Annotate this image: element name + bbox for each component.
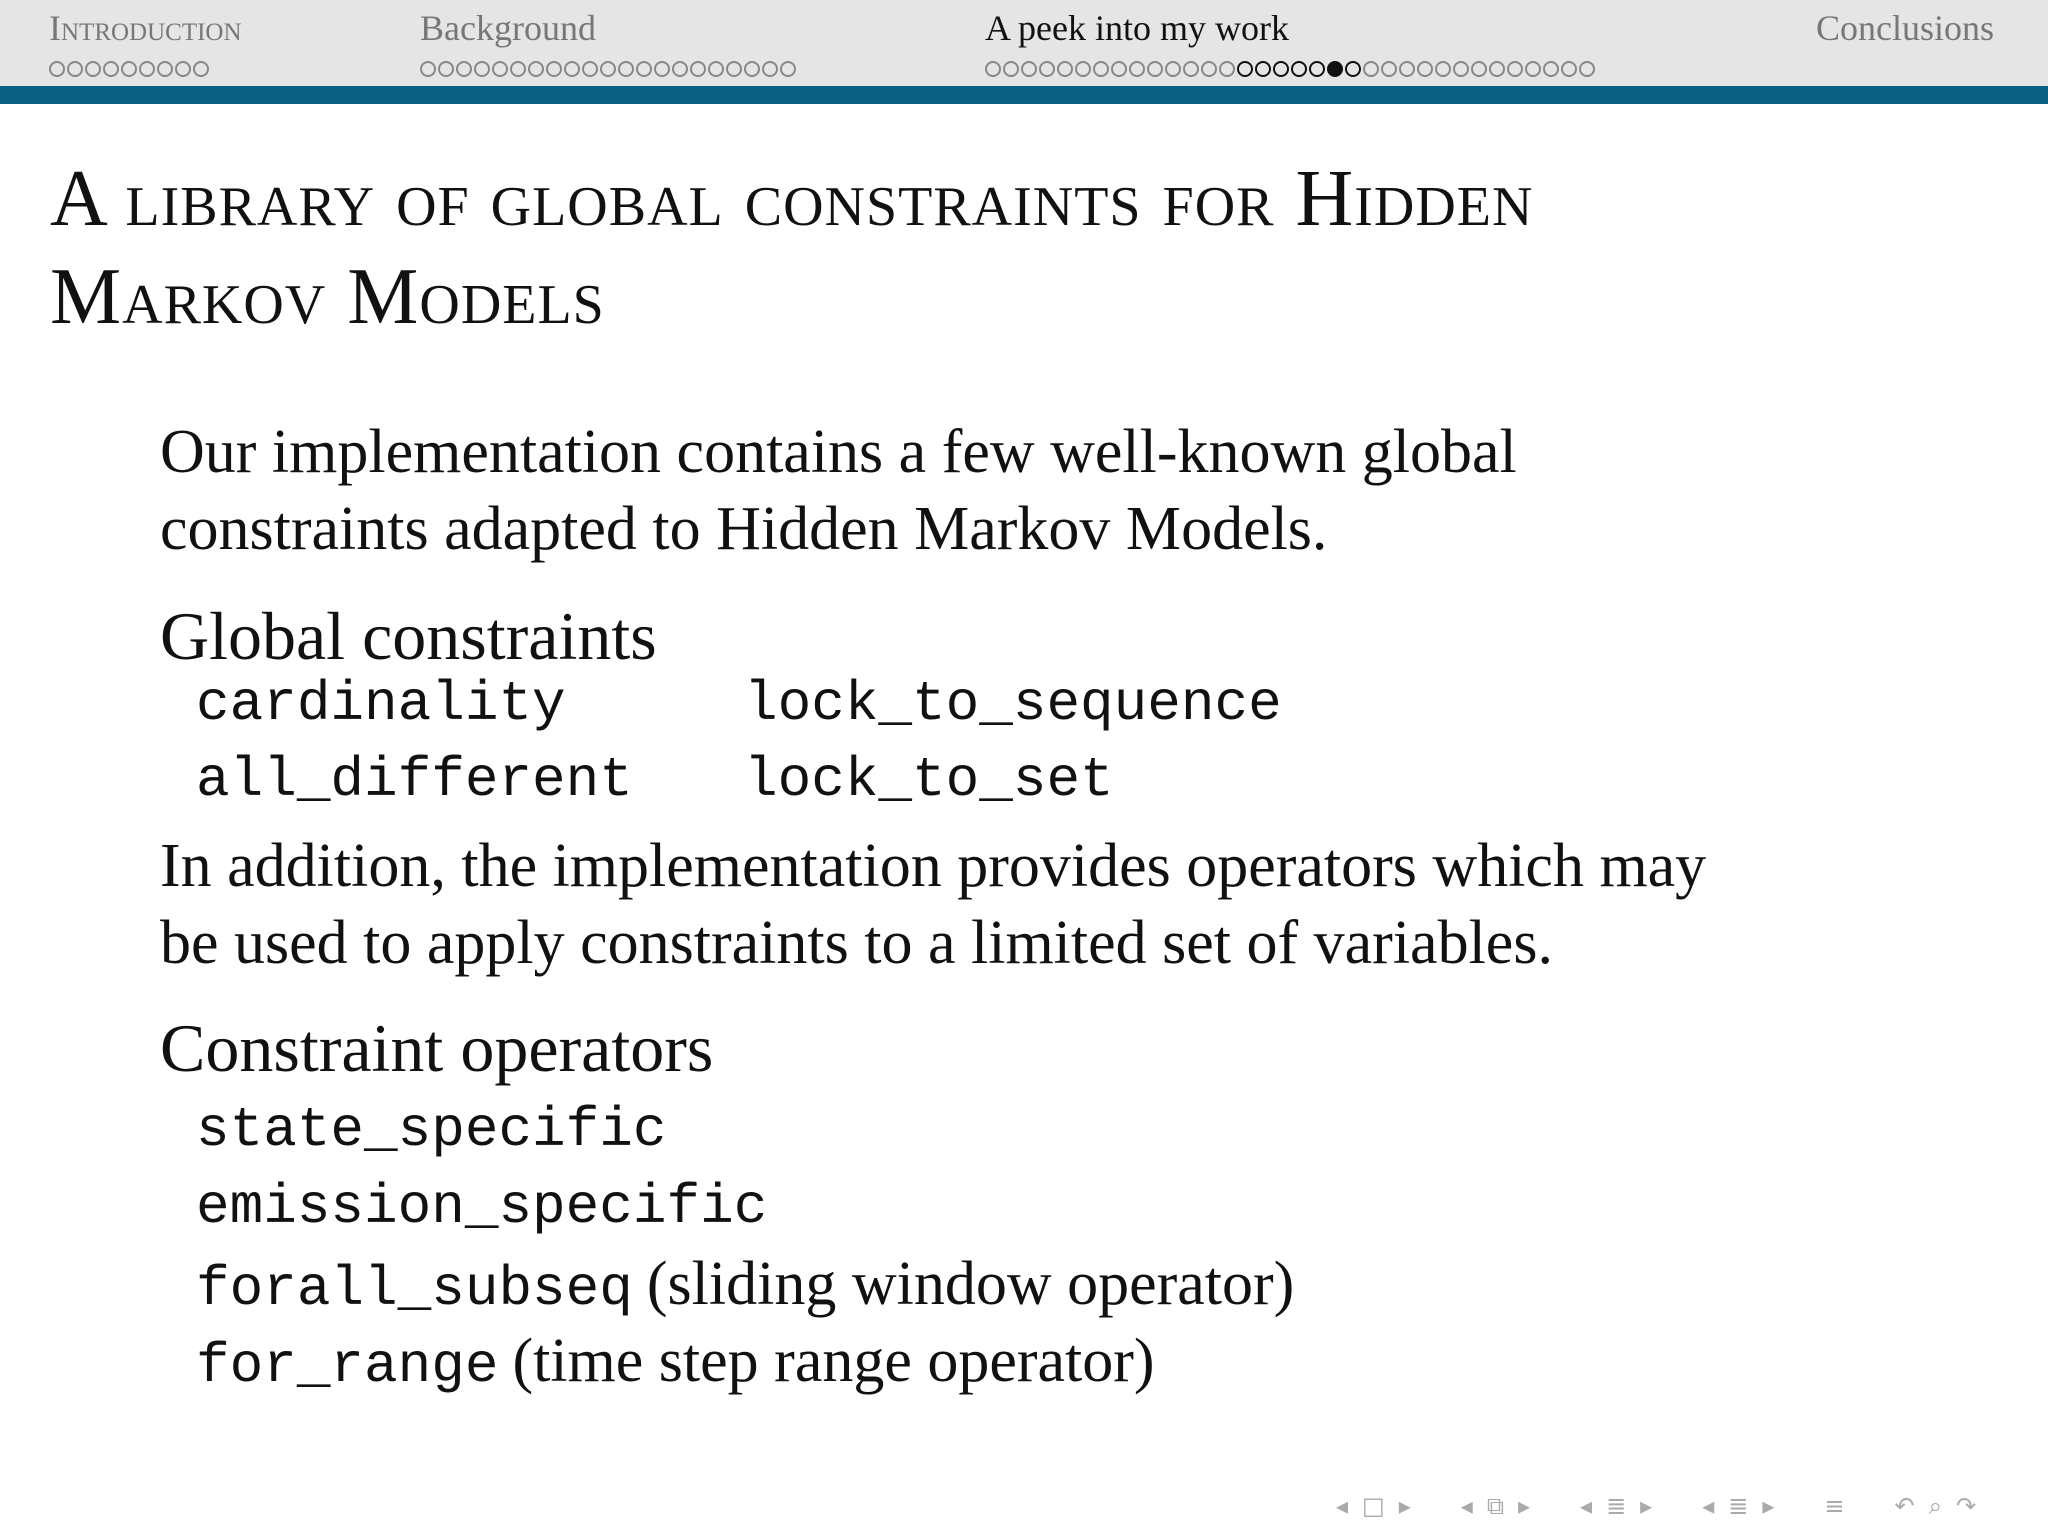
frame-dot[interactable] bbox=[1381, 61, 1397, 77]
beamer-navigation-symbols bbox=[1336, 1488, 2036, 1524]
operator-code: forall_subseq bbox=[196, 1257, 633, 1321]
frame-dot[interactable] bbox=[1057, 61, 1073, 77]
frame-dot[interactable] bbox=[1399, 61, 1415, 77]
nav-section-dots[interactable] bbox=[985, 58, 1595, 80]
frame-dot[interactable] bbox=[1147, 61, 1163, 77]
frame-dot[interactable] bbox=[1561, 61, 1577, 77]
frame-dot[interactable] bbox=[456, 61, 472, 77]
frame-dot[interactable] bbox=[1435, 61, 1451, 77]
frame-dot[interactable] bbox=[780, 61, 796, 77]
frame-dot[interactable] bbox=[1165, 61, 1181, 77]
frame-dot[interactable] bbox=[1003, 61, 1019, 77]
frame-dot[interactable] bbox=[1525, 61, 1541, 77]
frame-dot[interactable] bbox=[708, 61, 724, 77]
frame-dot[interactable] bbox=[1183, 61, 1199, 77]
subsection-left-arrow-icon[interactable]: ◂ bbox=[1580, 1492, 1593, 1520]
frame-left-arrow-icon[interactable]: ◂ bbox=[1460, 1492, 1473, 1520]
frame-dot[interactable] bbox=[1453, 61, 1469, 77]
intro-paragraph bbox=[160, 414, 1517, 568]
frame-dot[interactable] bbox=[1201, 61, 1217, 77]
frame-dot[interactable] bbox=[1489, 61, 1505, 77]
frame-dot[interactable] bbox=[1129, 61, 1145, 77]
frame-dot[interactable] bbox=[49, 61, 65, 77]
frame-dot[interactable] bbox=[726, 61, 742, 77]
frame-dot[interactable] bbox=[1507, 61, 1523, 77]
frame-dot[interactable] bbox=[103, 61, 119, 77]
frame-dot[interactable] bbox=[67, 61, 83, 77]
constraint-lock-to-sequence: lock_to_sequence bbox=[744, 672, 1282, 736]
frame-dot[interactable] bbox=[1309, 61, 1325, 77]
frame-dot[interactable] bbox=[1075, 61, 1091, 77]
frame-dot[interactable] bbox=[1291, 61, 1307, 77]
frame-dot[interactable] bbox=[1363, 61, 1379, 77]
constraint-operators-title: Constraint operators bbox=[160, 1010, 714, 1086]
section-icon[interactable]: ≣ bbox=[1728, 1492, 1749, 1520]
nav-section-title[interactable]: A peek into my work bbox=[985, 8, 1289, 48]
frame-dot[interactable] bbox=[139, 61, 155, 77]
nav-section-dots[interactable] bbox=[49, 58, 242, 80]
frame-dot[interactable] bbox=[1471, 61, 1487, 77]
slide-left-arrow-icon[interactable]: ◂ bbox=[1336, 1492, 1349, 1520]
frame-dot[interactable] bbox=[618, 61, 634, 77]
frame-dot[interactable] bbox=[654, 61, 670, 77]
frame-title bbox=[50, 150, 1950, 346]
subsection-right-arrow-icon[interactable]: ▸ bbox=[1640, 1492, 1653, 1520]
nav-section-title[interactable]: Introduction bbox=[49, 8, 242, 48]
global-constraints-title: Global constraints bbox=[160, 598, 657, 674]
frame-dot[interactable] bbox=[1255, 61, 1271, 77]
frame-dot[interactable] bbox=[474, 61, 490, 77]
frame-dot[interactable] bbox=[528, 61, 544, 77]
frame-dot[interactable] bbox=[193, 61, 209, 77]
frame-dot[interactable] bbox=[420, 61, 436, 77]
frame-dot[interactable] bbox=[1219, 61, 1235, 77]
operator-row bbox=[196, 1246, 1294, 1323]
operator-note: (time step range operator) bbox=[512, 1327, 1155, 1395]
nav-section-a-peek-into-my-work[interactable] bbox=[985, 8, 1595, 80]
operator-code: emission_specific bbox=[196, 1175, 768, 1239]
frame-dot[interactable] bbox=[85, 61, 101, 77]
frame-dot[interactable] bbox=[582, 61, 598, 77]
addition-line-1: In addition, the implementation provides operators which may bbox=[160, 832, 1707, 900]
subsection-icon[interactable]: ≣ bbox=[1606, 1492, 1627, 1520]
frame-dot[interactable] bbox=[175, 61, 191, 77]
constraint-lock-to-set: lock_to_set bbox=[744, 748, 1114, 812]
frame-dot[interactable] bbox=[438, 61, 454, 77]
frame-dot[interactable] bbox=[546, 61, 562, 77]
constraint-all-different: all_different bbox=[196, 748, 633, 812]
constraint-operators-list bbox=[196, 1092, 1294, 1400]
frame-dot[interactable] bbox=[1021, 61, 1037, 77]
frame-dot[interactable] bbox=[157, 61, 173, 77]
frame-dot[interactable] bbox=[744, 61, 760, 77]
operator-row bbox=[196, 1323, 1294, 1400]
frame-dot[interactable] bbox=[690, 61, 706, 77]
constraint-cardinality: cardinality bbox=[196, 672, 566, 736]
frame-dot[interactable] bbox=[1093, 61, 1109, 77]
addition-line-2: be used to apply constraints to a limited set of variables. bbox=[160, 909, 1553, 977]
frame-dot[interactable] bbox=[600, 61, 616, 77]
frame-dot[interactable] bbox=[636, 61, 652, 77]
nav-section-background[interactable] bbox=[420, 8, 796, 80]
operator-note: (sliding window operator) bbox=[646, 1250, 1295, 1318]
frame-dot[interactable] bbox=[985, 61, 1001, 77]
slide-right-arrow-icon[interactable]: ▸ bbox=[1398, 1492, 1411, 1520]
frame-dot[interactable] bbox=[1273, 61, 1289, 77]
operator-code: state_specific bbox=[196, 1098, 667, 1162]
frame-dot[interactable] bbox=[564, 61, 580, 77]
frame-dot[interactable] bbox=[762, 61, 778, 77]
section-left-arrow-icon[interactable]: ◂ bbox=[1702, 1492, 1715, 1520]
intro-line-2: constraints adapted to Hidden Markov Models. bbox=[160, 495, 1328, 563]
frame-dot[interactable] bbox=[672, 61, 688, 77]
addition-paragraph bbox=[160, 828, 1706, 982]
nav-section-title[interactable]: Background bbox=[420, 8, 596, 48]
global-constraints-list bbox=[196, 666, 1282, 818]
nav-section-dots[interactable] bbox=[420, 58, 796, 80]
frame-dot[interactable] bbox=[121, 61, 137, 77]
frame-title-line-1: A library of global constraints for Hidden bbox=[50, 155, 1534, 243]
header-accent-bar bbox=[0, 86, 2048, 104]
frame-dot[interactable] bbox=[492, 61, 508, 77]
frame-icon[interactable]: ⧉ bbox=[1486, 1492, 1504, 1520]
operator-code: for_range bbox=[196, 1334, 499, 1398]
nav-section-introduction[interactable] bbox=[49, 8, 242, 80]
navigation-header bbox=[0, 0, 2048, 86]
frame-dot[interactable] bbox=[510, 61, 526, 77]
nav-section-title[interactable]: Conclusions bbox=[1816, 8, 1995, 48]
frame-dot[interactable] bbox=[1543, 61, 1559, 77]
toc-icon[interactable]: ≡ bbox=[1824, 1492, 1845, 1520]
frame-dot[interactable] bbox=[1039, 61, 1055, 77]
slide-icon[interactable]: □ bbox=[1362, 1492, 1385, 1520]
section-right-arrow-icon[interactable]: ▸ bbox=[1762, 1492, 1775, 1520]
back-icon[interactable]: ↶ bbox=[1894, 1492, 1915, 1520]
intro-line-1: Our implementation contains a few well-known global bbox=[160, 418, 1517, 486]
operator-row bbox=[196, 1092, 1294, 1169]
frame-dot[interactable] bbox=[1417, 61, 1433, 77]
forward-icon[interactable]: ↷ bbox=[1956, 1492, 1977, 1520]
frame-right-arrow-icon[interactable]: ▸ bbox=[1517, 1492, 1531, 1520]
frame-dot[interactable] bbox=[1237, 61, 1253, 77]
operator-row bbox=[196, 1169, 1294, 1246]
nav-section-conclusions[interactable] bbox=[1816, 8, 1994, 48]
search-icon[interactable]: ⌕ bbox=[1928, 1492, 1943, 1520]
frame-title-line-2: Markov Models bbox=[50, 253, 605, 341]
frame-dot[interactable] bbox=[1579, 61, 1595, 77]
frame-dot[interactable] bbox=[1345, 61, 1361, 77]
current-frame-dot[interactable] bbox=[1327, 61, 1343, 77]
frame-dot[interactable] bbox=[1111, 61, 1127, 77]
